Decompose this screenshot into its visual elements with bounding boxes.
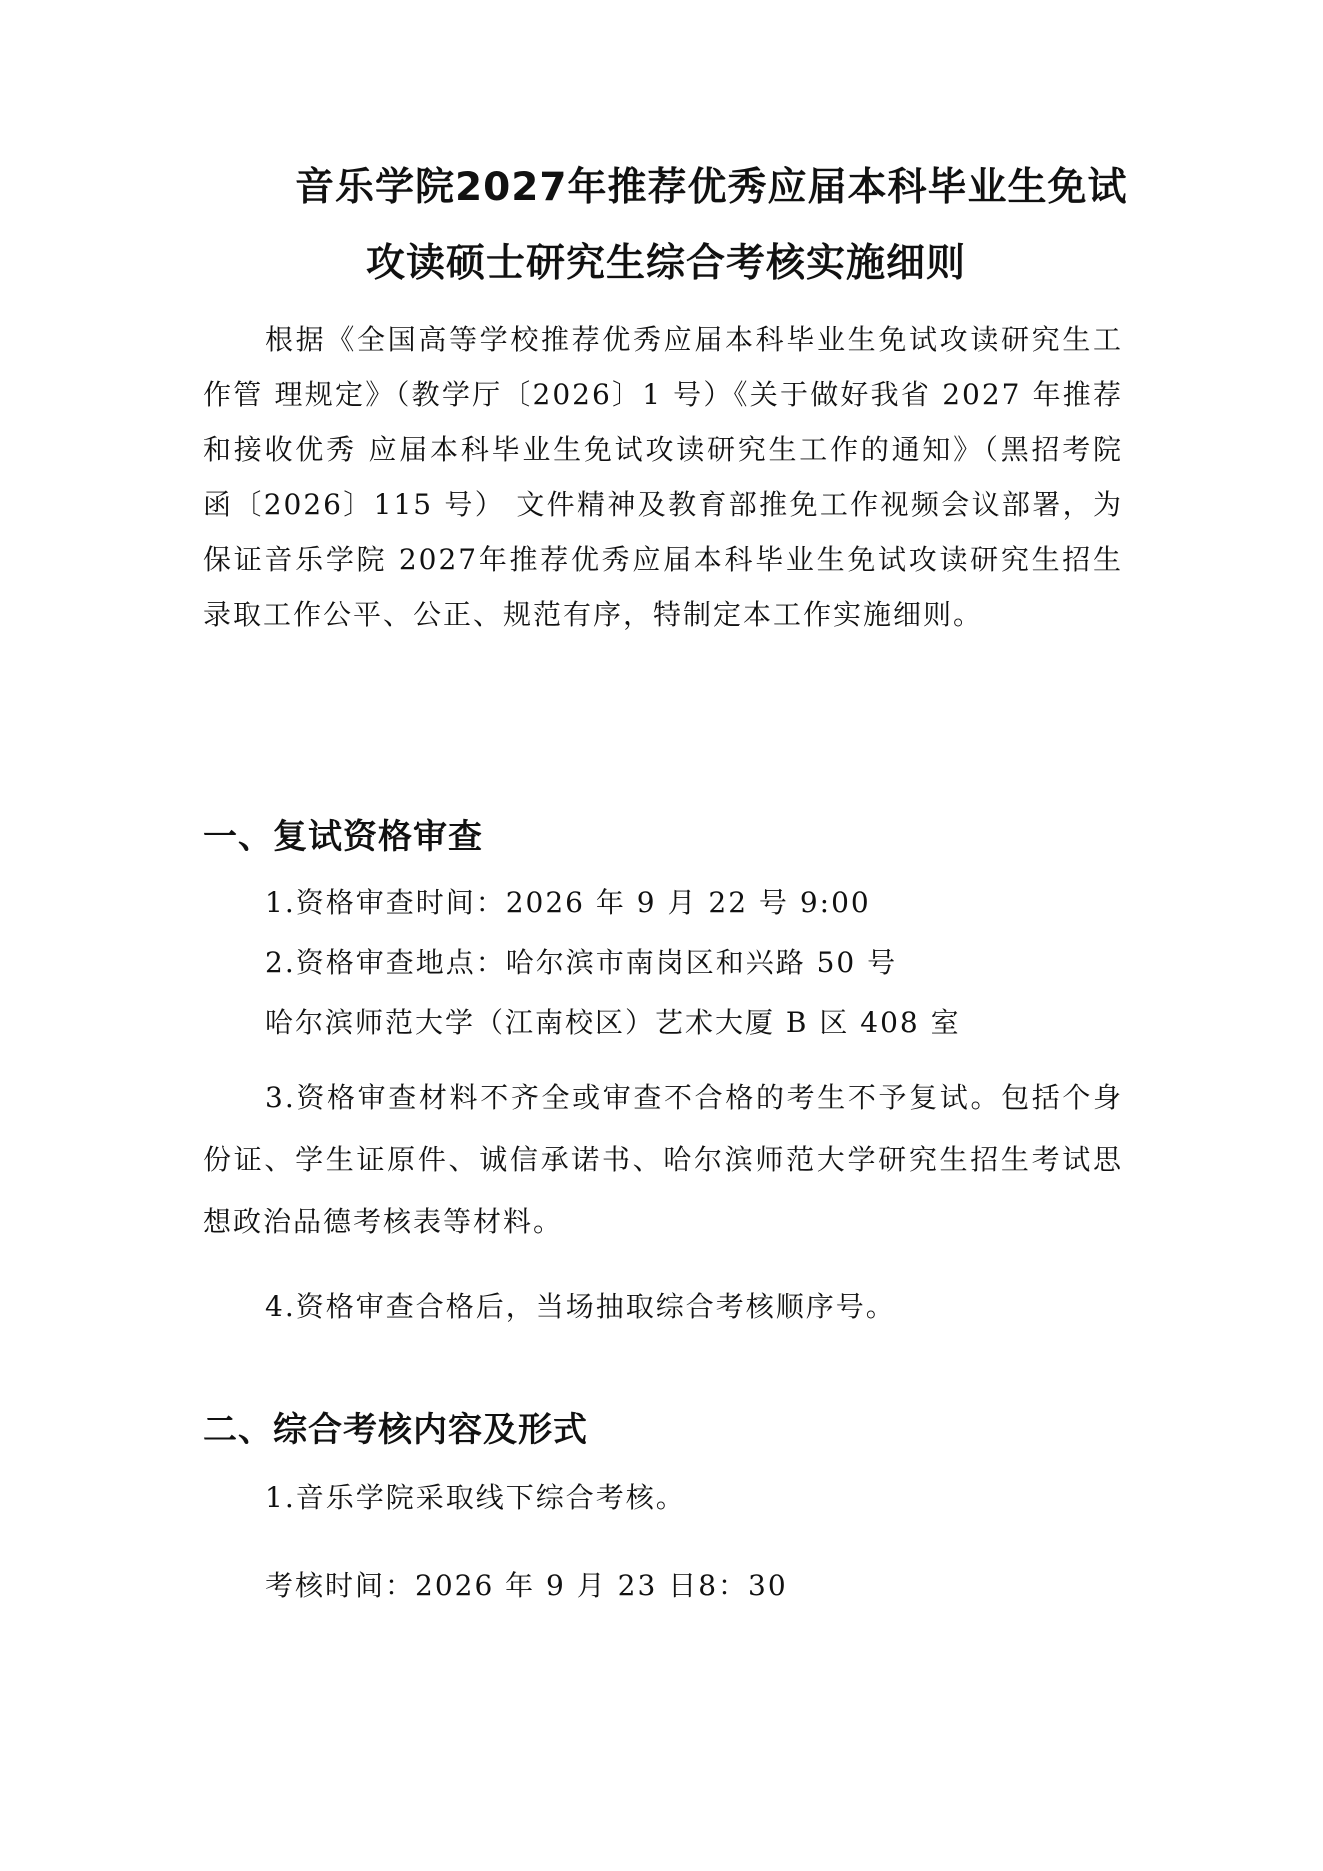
document-title-line-1: 音乐学院2027年推荐优秀应届本科毕业生免试 <box>295 165 1128 210</box>
section-1-item-3: 3.资格审查材料不齐全或审查不合格的考生不予复试。包括个身份证、学生证原件、诚信承诺书、哈尔滨师范大学研究生招生考试思想政治品德考核表等材料。 <box>203 1081 1123 1238</box>
section-1-item-2: 2.资格审查地点：哈尔滨市南岗区和兴路 50 号 <box>265 946 898 979</box>
section-1-item-2-continued: 哈尔滨师范大学（江南校区）艺术大厦 B 区 408 室 <box>265 1006 961 1039</box>
section-1-heading: 一、复试资格审查 <box>203 817 483 857</box>
intro-paragraph: 根据《全国高等学校推荐优秀应届本科毕业生免试攻读研究生工作管 理规定》（教学厅〔2026〕1 号）《关于做好我省 2027 年推荐和接收优秀 应届本科毕业生免试攻读研究生工作的通知》（黑招考院函〔2026〕115 号） 文件精神及教育部推免工作视频会议部署，为保证音乐学院 2027年推荐优秀应届本科毕业生免试攻读研究生招生录取工作公平、公正、规范有序，特制定本工作实施细则。 <box>203 323 1123 631</box>
section-2-heading: 二、综合考核内容及形式 <box>203 1410 588 1450</box>
section-1-item-4: 4.资格审查合格后，当场抽取综合考核顺序号。 <box>265 1290 896 1323</box>
section-2-exam-time: 考核时间：2026 年 9 月 23 日8：30 <box>265 1569 788 1602</box>
section-1-item-1: 1.资格审查时间：2026 年 9 月 22 号 9:00 <box>265 886 871 919</box>
document-title-line-2: 攻读硕士研究生综合考核实施细则 <box>366 241 967 286</box>
section-2-item-1: 1.音乐学院采取线下综合考核。 <box>265 1481 686 1514</box>
